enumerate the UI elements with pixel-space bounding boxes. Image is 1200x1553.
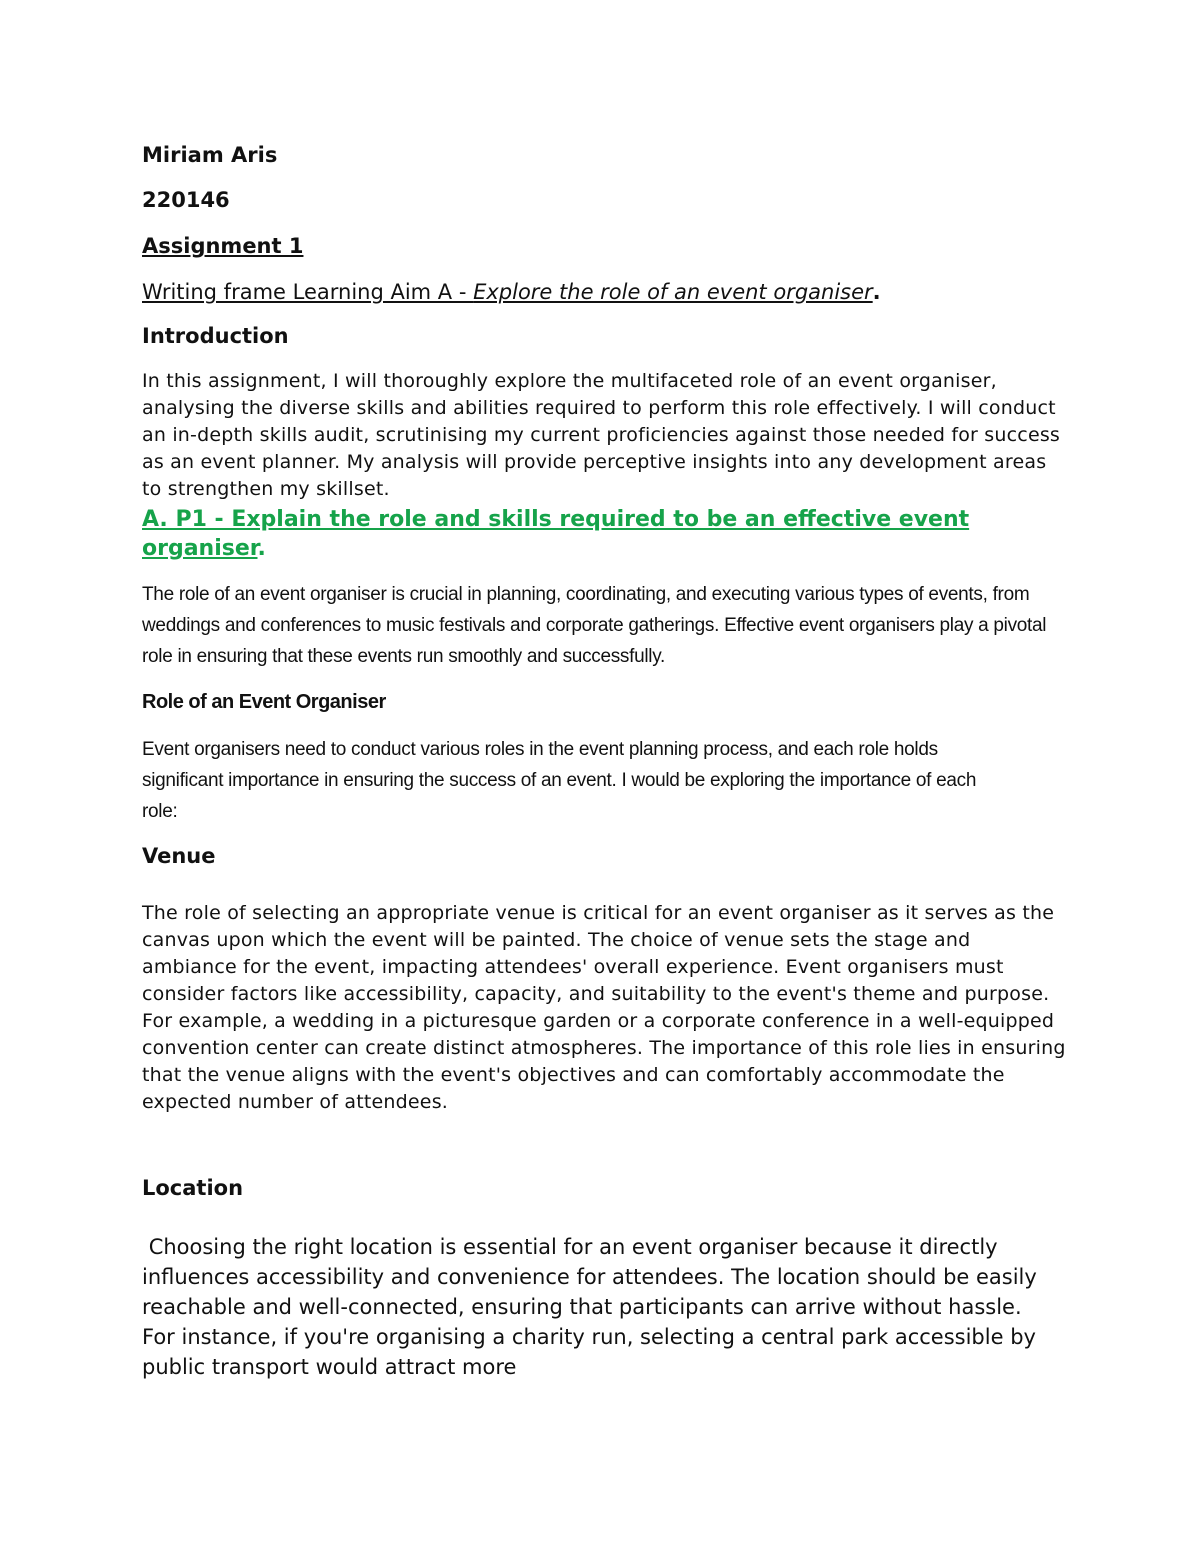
p1-heading-text: A. P1 - Explain the role and skills required to be an effective event organiser — [142, 507, 970, 561]
introduction-text: In this assignment, I will thoroughly explore the multifaceted role of an event organiser, analysing the diverse skills and abilities required to perform this role effectively. I will conduct an in-depth skills audit, scrutinising my current proficiencies against those needed for success as an event planner. My analysis will provide perceptive insights into any development areas to strengthen my skillset. — [142, 370, 1061, 500]
role-heading: Role of an Event Organiser — [142, 691, 386, 713]
p1-text: The role of an event organiser is crucial in planning, coordinating, and executing various types of events, from weddings and conferences to music festivals and corporate gatherings. Effective event organisers play a pivotal role in ensuring that these events run smoothly and successfully. — [142, 584, 1047, 667]
frame-prefix: Writing frame Learning Aim A - — [142, 280, 474, 304]
role-text: Event organisers need to conduct various roles in the event planning process, and each role holds significant importance in ensuring the success of an event. I would be exploring the importance of each role: — [142, 739, 977, 822]
location-text: Choosing the right location is essential for an event organiser because it directly influences accessibility and convenience for attendees. The location should be easily reachable and well-connected, ensuring that participants can arrive without hassle. For instance, if you're organising a charity run, selecting a central park accessible by public transport would attract more — [142, 1235, 1044, 1379]
author-name: Miriam Aris — [142, 143, 278, 167]
frame-aim: Explore the role of an event organiser — [473, 280, 873, 304]
venue-text: The role of selecting an appropriate venue is critical for an event organiser as it serves as the canvas upon which the event will be painted. The choice of venue sets the stage and ambiance for the event, impacting attendees' overall experience. Event organisers must consider factors like accessibility, capacity, and suitability to the event's theme and purpose. For example, a wedding in a picturesque garden or a corporate conference in a well-equipped convention center can create distinct atmospheres. The importance of this role lies in ensuring that the venue aligns with the event's objectives and can comfortably accommodate the expected number of attendees. — [142, 902, 1066, 1113]
assignment-title: Assignment 1 — [142, 234, 304, 258]
p1-heading-suffix: . — [257, 536, 266, 561]
p1-heading — [142, 505, 1047, 563]
venue-heading: Venue — [142, 844, 216, 868]
frame-suffix: . — [872, 280, 881, 304]
location-heading: Location — [142, 1176, 244, 1200]
student-id: 220146 — [142, 188, 230, 212]
introduction-heading: Introduction — [142, 324, 289, 348]
writing-frame-line — [142, 279, 1072, 305]
